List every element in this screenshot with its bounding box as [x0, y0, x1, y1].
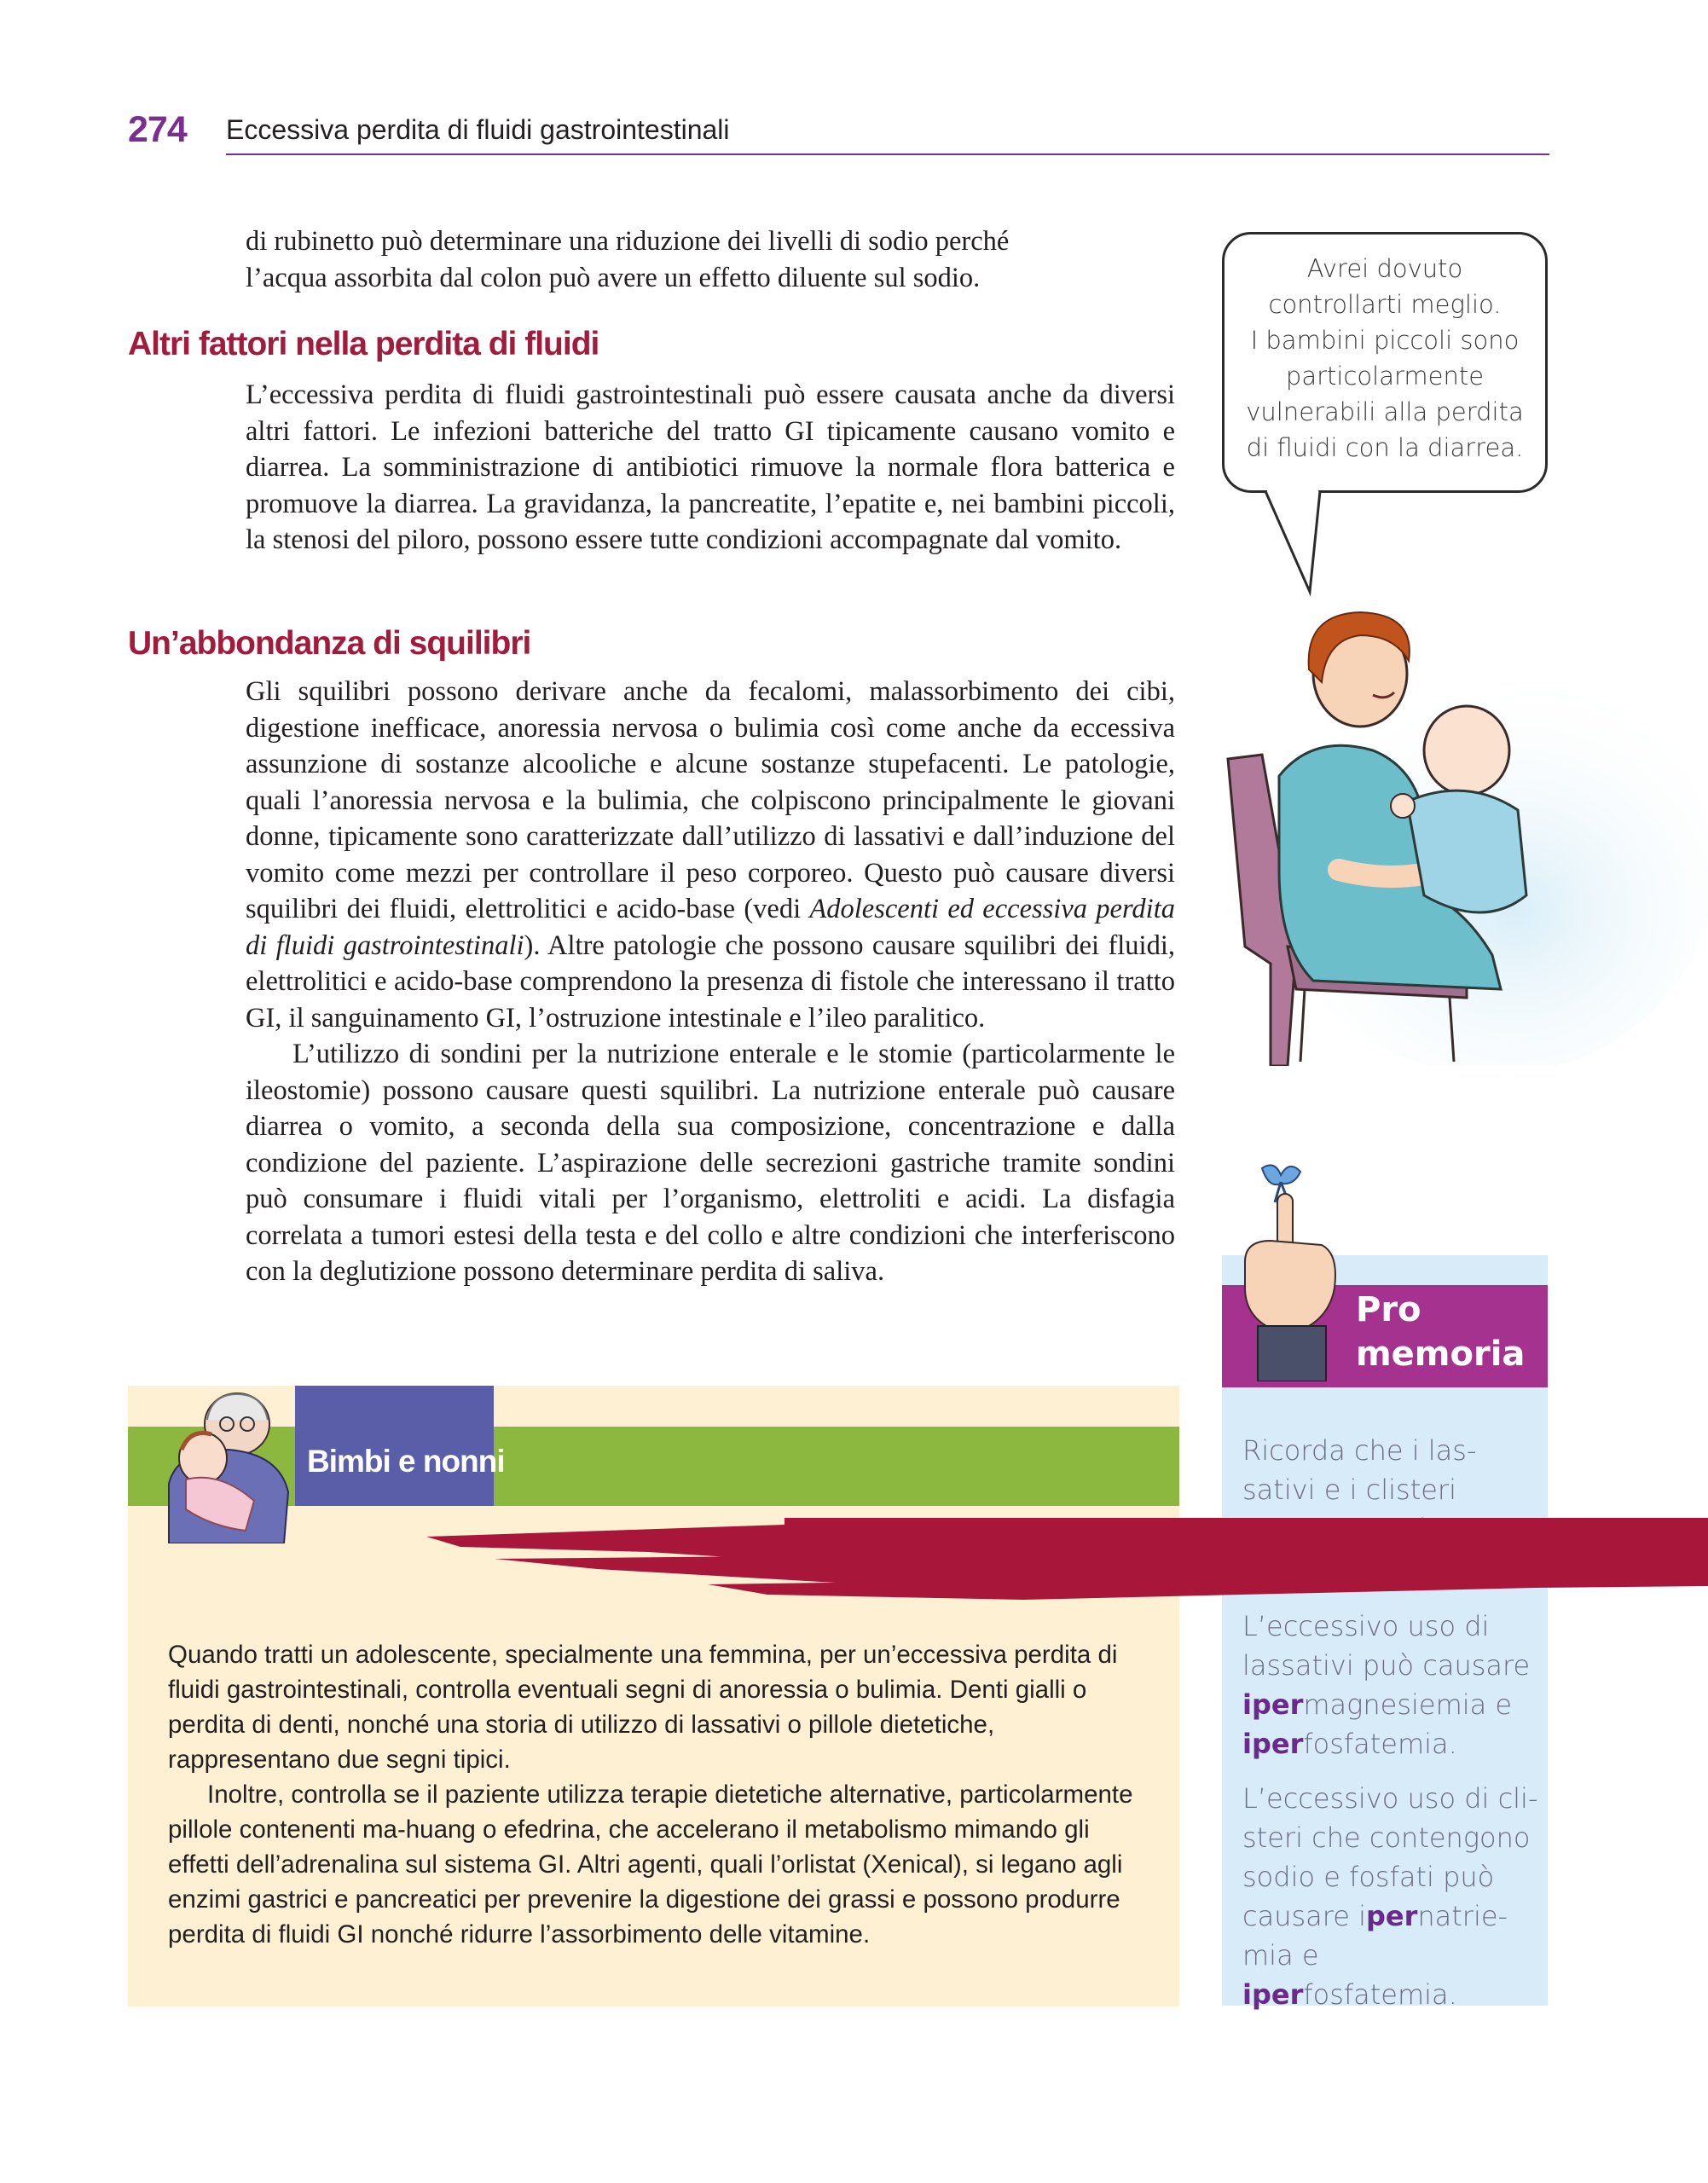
bubble-line-2: controllarti meglio.	[1268, 290, 1502, 319]
memo-item1-text-1: magnesiemia e	[1303, 1688, 1513, 1721]
red-ribbon-decoration	[426, 1518, 1708, 1612]
memo-item2-line-2: steri che contengono	[1242, 1821, 1531, 1854]
page-number: 274	[128, 109, 187, 150]
hand-with-ribbon-icon	[1228, 1160, 1356, 1381]
nurse-with-baby-illustration	[1211, 588, 1708, 1066]
bimbi-nonni-paragraph-2: Inoltre, controlla se il paziente utilizza terapie dietetiche alternative, particolarmente pillole contenenti ma-huang o efedrina, che accelerano il metabolismo mimando gli effetti dell’adrenalina sul sistema GI. Altri agenti, quali l’orlistat (Xenical), si legano agli enzimi gastrici e pancreatici per prevenire la digestione dei grassi e possono produrre perdita di fluidi GI nonché ridurre l’assorbimento delle vitamine.	[168, 1781, 1133, 1948]
memo-title	[1356, 1288, 1525, 1376]
section2-paragraph-2: L’utilizzo di sondini per la nutrizione enterale e le stomie (particolarmente le ileostomie) possono causare questi squilibri. La nutrizione enterale può causare diarrea o vomito, a seconda della sua composizione, concentrazione e dalla condizione del paziente. L’aspirazione delle secrezioni gastriche tramite sondini può consumare i fluidi vitali per l’organismo, elettroliti e acidi. La disfagia correlata a tumori estesi della testa e del collo e altre condizioni che interferiscono con la deglutizione possono determinare perdita di saliva.	[246, 1039, 1175, 1287]
memo-item1-line-3	[1242, 1685, 1541, 1724]
memo-item1-bold-2: iper	[1242, 1728, 1304, 1760]
memo-item2-line4-pre: causare i	[1242, 1900, 1366, 1932]
memo-item2-line-5	[1242, 1936, 1541, 2014]
memo-item2-bold-2: iper	[1242, 1978, 1304, 2011]
running-title: Eccessiva perdita di fluidi gastrointestinali	[226, 114, 730, 145]
section2-p1-text-b: ). Altre patologie che possono causare squilibri dei fluidi, elettrolitici e acido-base comprendono la presenza di fistole che interessano il tratto GI, il sanguinamento GI, l’ostruzione intestinale e l’ileo paralitico.	[246, 929, 1175, 1034]
bimbi-nonni-label: Bimbi e nonni	[307, 1444, 505, 1479]
memo-intro-line-1: Ricorda che i las-	[1242, 1434, 1477, 1467]
memo-item2-line5-pre: mia e	[1242, 1939, 1319, 1972]
memo-intro-line-2: sativi e i clisteri	[1242, 1474, 1456, 1506]
bubble-line-4: particolarmente	[1285, 362, 1485, 391]
memo-item2-line-1: L’eccessivo uso di cli-	[1242, 1782, 1538, 1815]
section2-p1-italic-ref: Adolescenti ed eccessiva perdita di fluidi gastrointestinali	[246, 894, 1175, 961]
memo-title-line-2: memoria	[1356, 1335, 1526, 1374]
memo-item-lassativi	[1242, 1607, 1541, 1763]
memo-item2-line-4	[1242, 1896, 1541, 1936]
grandparent-with-child-illustration	[143, 1390, 314, 1543]
memo-item-clisteri	[1242, 1779, 1541, 2014]
bubble-line-5: vulnerabili alla perdita	[1246, 397, 1524, 426]
bubble-line-3: I bambini piccoli sono	[1250, 326, 1520, 355]
memo-item1-line-1: L’eccessivo uso di	[1242, 1610, 1490, 1642]
memo-item2-line-3: sodio e fosfati può	[1242, 1861, 1495, 1893]
memo-item1-line-2: lassativi può causare	[1242, 1649, 1531, 1682]
memo-item1-bold-1: iper	[1242, 1688, 1304, 1721]
memo-item2-bold-1: per	[1365, 1900, 1418, 1932]
intro-line-1: di rubinetto può determinare una riduzione dei livelli di sodio perché	[246, 226, 1010, 257]
header-rule	[226, 153, 1549, 155]
memo-item2-line4-post: natrie-	[1417, 1900, 1508, 1932]
section2-paragraph-1	[246, 674, 1175, 1036]
memo-item2-line5-post: fosfatemia.	[1303, 1978, 1457, 2011]
section1-paragraph: L’eccessiva perdita di fluidi gastrointestinali può essere causata anche da diversi altri fattori. Le infezioni batteriche del tratto GI tipicamente causano vomito e diarrea. La somministrazione di antibiotici rimuove la normale flora batterica e promuove la diarrea. La gravidanza, la pancreatite, l’epatite e, nei bambini piccoli, la stenosi del piloro, possono essere tutte condizioni accompagnate dal vomito.	[246, 379, 1175, 555]
section2-p1-text-a: Gli squilibri possono derivare anche da fecalomi, malassorbimento dei cibi, digestione inefficace, anoressia nervosa o bulimia così come anche da eccessiva assunzione di sostanze alcooliche e alcune sostanze stupefacenti. Le patologie, quali l’anoressia nervosa e la bulimia, che colpiscono principalmente le giovani donne, tipicamente sono caratterizzate dall’utilizzo di lassativi e dall’induzione del vomito come mezzi per controllare il peso corporeo. Questo può causare diversi squilibri dei fluidi, elettrolitici e acido-base (vedi	[246, 676, 1175, 924]
bimbi-nonni-body	[168, 1637, 1140, 1952]
memo-item1-text-2: fosfatemia.	[1303, 1728, 1457, 1760]
intro-line-2: l’acqua assorbita dal colon può avere un effetto diluente sul sodio.	[246, 262, 981, 293]
speech-bubble-text	[1222, 251, 1548, 466]
section1-body	[246, 377, 1175, 559]
intro-text	[246, 223, 1175, 296]
section-heading-squilibri: Un’abbondanza di squilibri	[128, 625, 531, 662]
section2-body	[246, 674, 1175, 1290]
bubble-line-6: di fluidi con la diarrea.	[1246, 433, 1524, 462]
bubble-line-1: Avrei dovuto	[1306, 254, 1463, 283]
bimbi-nonni-paragraph-1: Quando tratti un adolescente, specialmente una femmina, per un’eccessiva perdita di fluidi gastrointestinali, controlla eventuali segni di anoressia o bulimia. Denti gialli o perdita di denti, nonché una storia di utilizzo di lassativi o pillole dietetiche, rappresentano due segni tipici.	[168, 1641, 1118, 1774]
memo-item1-line-4	[1242, 1724, 1541, 1763]
memo-title-line-1: Pro	[1356, 1290, 1421, 1329]
section-heading-altri-fattori: Altri fattori nella perdita di fluidi	[128, 326, 599, 362]
speech-bubble-tail	[1262, 486, 1339, 597]
